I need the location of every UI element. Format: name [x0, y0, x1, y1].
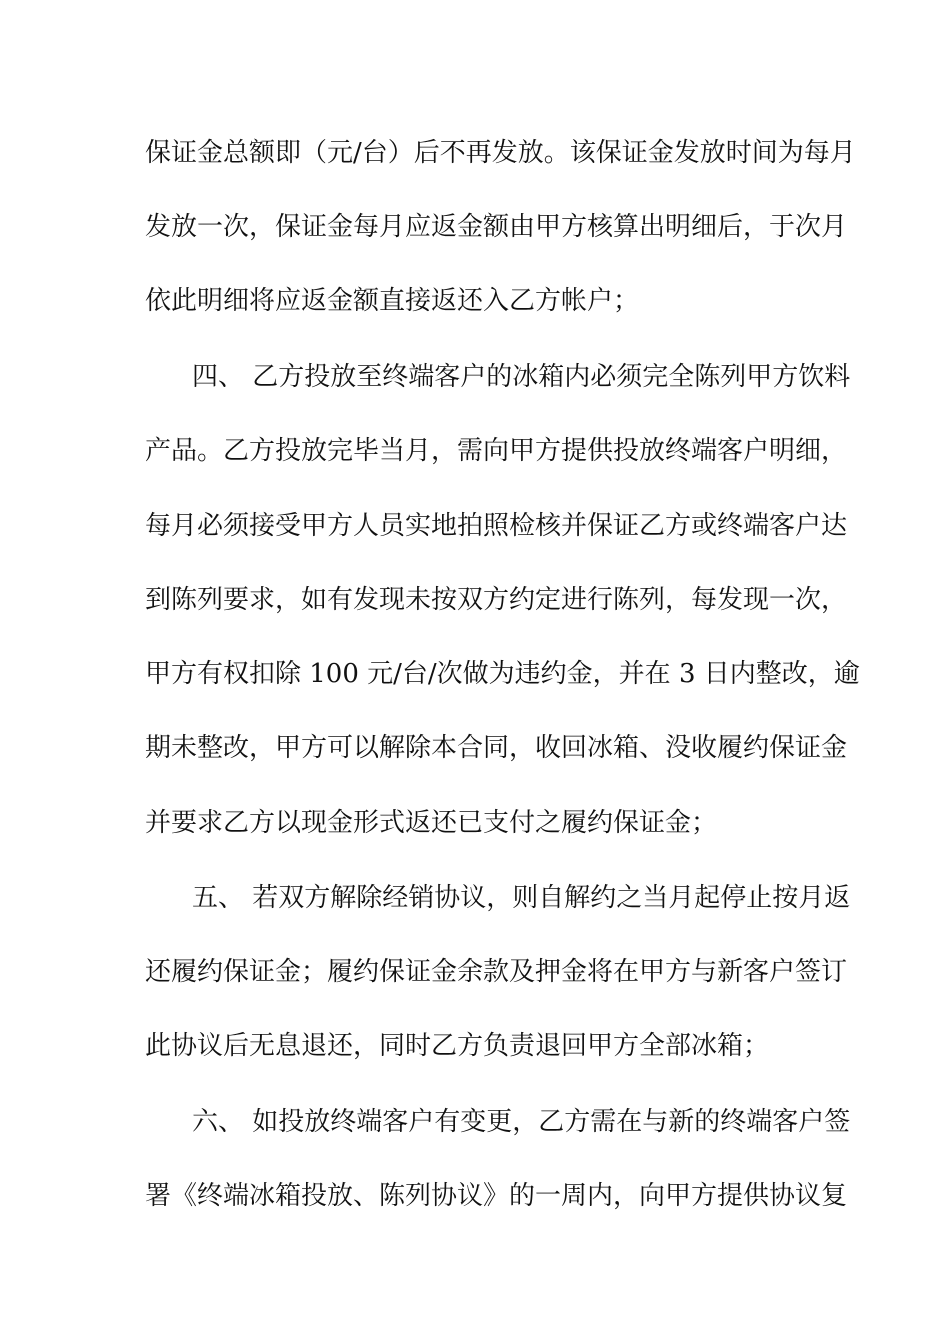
clause-five-heading-line: 五、 若双方解除经销协议，则自解约之当月起停止按月返 — [192, 883, 851, 913]
paragraph-line: 产品。乙方投放完毕当月，需向甲方提供投放终端客户明细， — [145, 436, 848, 466]
paragraph-line: 期未整改，甲方可以解除本合同，收回冰箱、没收履约保证金 — [145, 733, 848, 763]
paragraph-line: 依此明细将应返金额直接返还入乙方帐户； — [145, 286, 640, 316]
paragraph-line: 保证金总额即（元/台）后不再发放。该保证金发放时间为每月 — [145, 138, 856, 168]
paragraph-line: 并要求乙方以现金形式返还已支付之履约保证金； — [145, 808, 718, 838]
paragraph-line: 署《终端冰箱投放、陈列协议》的一周内，向甲方提供协议复 — [145, 1181, 848, 1211]
clause-four-heading-line: 四、 乙方投放至终端客户的冰箱内必须完全陈列甲方饮料 — [192, 362, 851, 392]
clause-six-heading-line: 六、 如投放终端客户有变更，乙方需在与新的终端客户签 — [192, 1107, 851, 1137]
paragraph-line: 还履约保证金；履约保证金余款及押金将在甲方与新客户签订 — [145, 957, 848, 987]
paragraph-line: 此协议后无息退还，同时乙方负责退回甲方全部冰箱； — [145, 1031, 770, 1061]
paragraph-line: 到陈列要求，如有发现未按双方约定进行陈列，每发现一次， — [145, 585, 848, 615]
paragraph-line: 发放一次，保证金每月应返金额由甲方核算出明细后，于次月 — [145, 212, 848, 242]
paragraph-line: 甲方有权扣除 100 元/台/次做为违约金，并在 3 日内整改，逾 — [145, 659, 860, 689]
paragraph-line: 每月必须接受甲方人员实地拍照检核并保证乙方或终端客户达 — [145, 511, 848, 541]
